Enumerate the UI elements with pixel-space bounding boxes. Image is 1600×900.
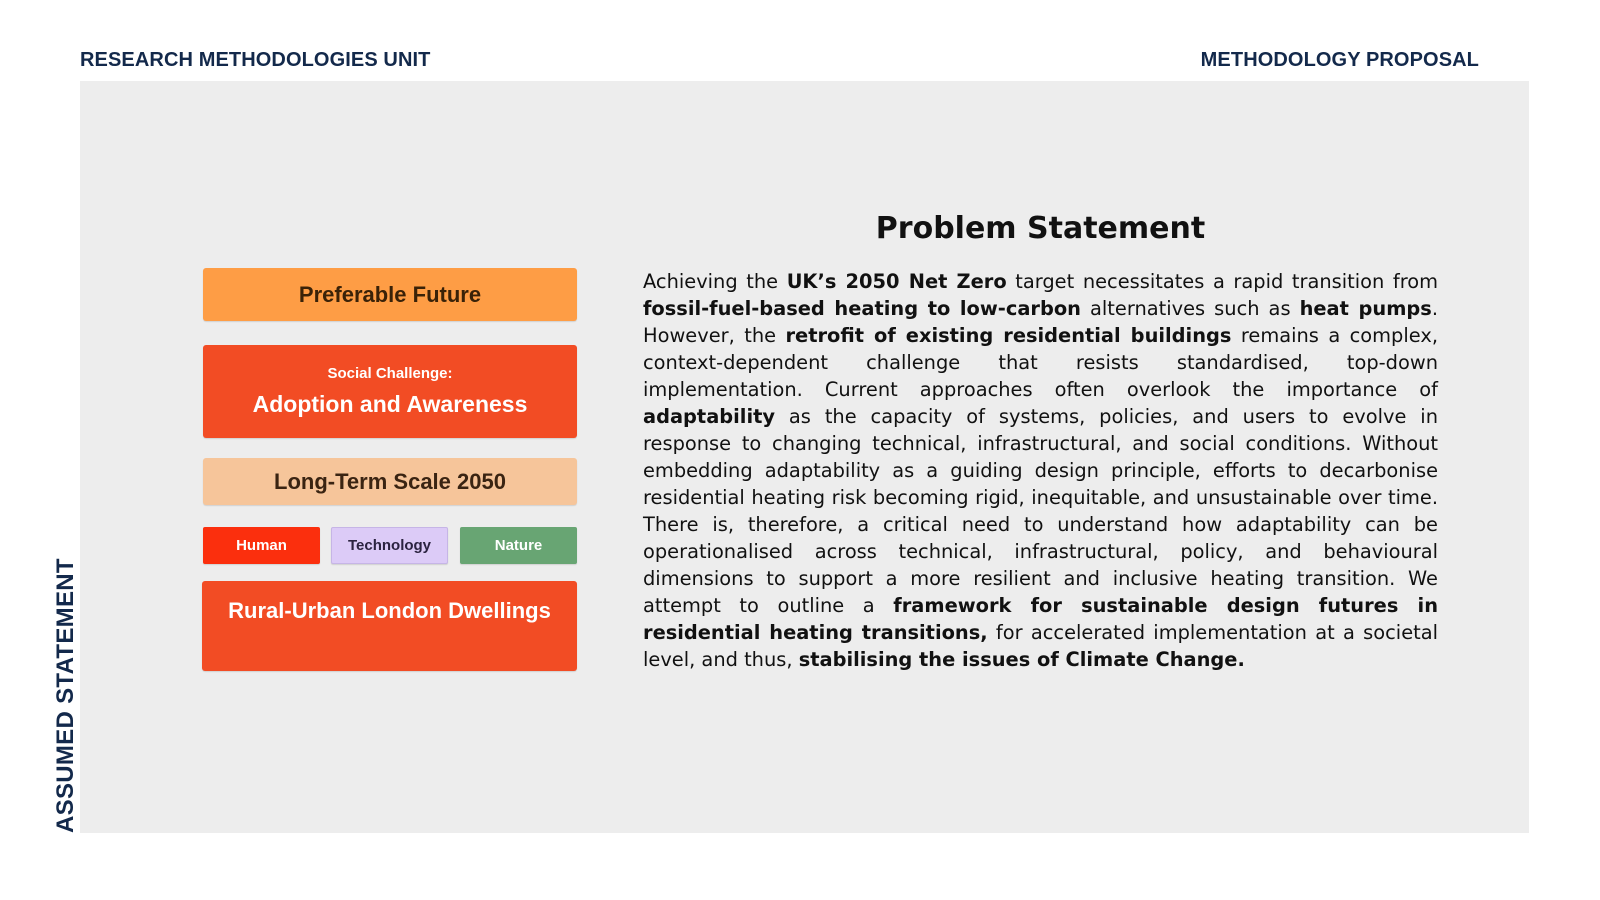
social-challenge-label: Social Challenge: [327, 365, 453, 382]
social-challenge-title: Adoption and Awareness [252, 391, 528, 417]
rural-urban-block: Rural-Urban London Dwellings [202, 581, 577, 671]
body-emphasis: framework for sustainable design futures in residential heating transitions, [643, 594, 1438, 644]
body-emphasis: fossil-fuel-based heating to low-carbon [643, 297, 1081, 320]
body-text: target necessitates a rapid transition from [1006, 270, 1438, 293]
problem-statement-title: Problem Statement [875, 211, 1206, 246]
proposal-header: METHODOLOGY PROPOSAL [1200, 49, 1479, 71]
body-emphasis: UK’s 2050 Net Zero [786, 270, 1007, 293]
problem-statement-body [643, 268, 1438, 673]
unit-header: RESEARCH METHODOLOGIES UNIT [80, 49, 431, 71]
social-challenge-block [203, 345, 577, 438]
tag-human: Human [203, 527, 320, 564]
body-text: . However, the [643, 297, 1438, 347]
preferable-future-block: Preferable Future [203, 268, 577, 321]
body-emphasis: stabilising the issues of Climate Change. [798, 648, 1245, 671]
tag-nature: Nature [460, 527, 577, 564]
body-emphasis: heat pumps [1299, 297, 1432, 320]
body-emphasis: adaptability [643, 405, 776, 428]
body-text: Achieving the [643, 270, 787, 293]
body-text: alternatives such as [1081, 297, 1300, 320]
body-text: as the capacity of systems, policies, and users to evolve in response to changing technical, infrastructural, and social conditions. Without embedding adaptability as a guiding design principle, efforts to decarbonise residential heating risk becoming rigid, inequitable, and unsustainable over time. There is, therefore, a critical need to understand how adaptability can be operationalised across technical, infrastructural, policy, and behavioural dimensions to support a more resilient and inclusive heating transition. We attempt to outline a [643, 405, 1438, 617]
body-text: remains a complex, context-dependent challenge that resists standardised, top-down implementation. Current approaches often overlook the importance of [643, 324, 1438, 401]
side-label: ASSUMED STATEMENT [52, 558, 79, 833]
body-emphasis: retrofit of existing residential buildings [785, 324, 1232, 347]
long-term-scale-block: Long-Term Scale 2050 [203, 458, 577, 505]
tag-technology: Technology [331, 527, 448, 564]
body-text: for accelerated implementation at a societal level, and thus, [643, 621, 1438, 671]
